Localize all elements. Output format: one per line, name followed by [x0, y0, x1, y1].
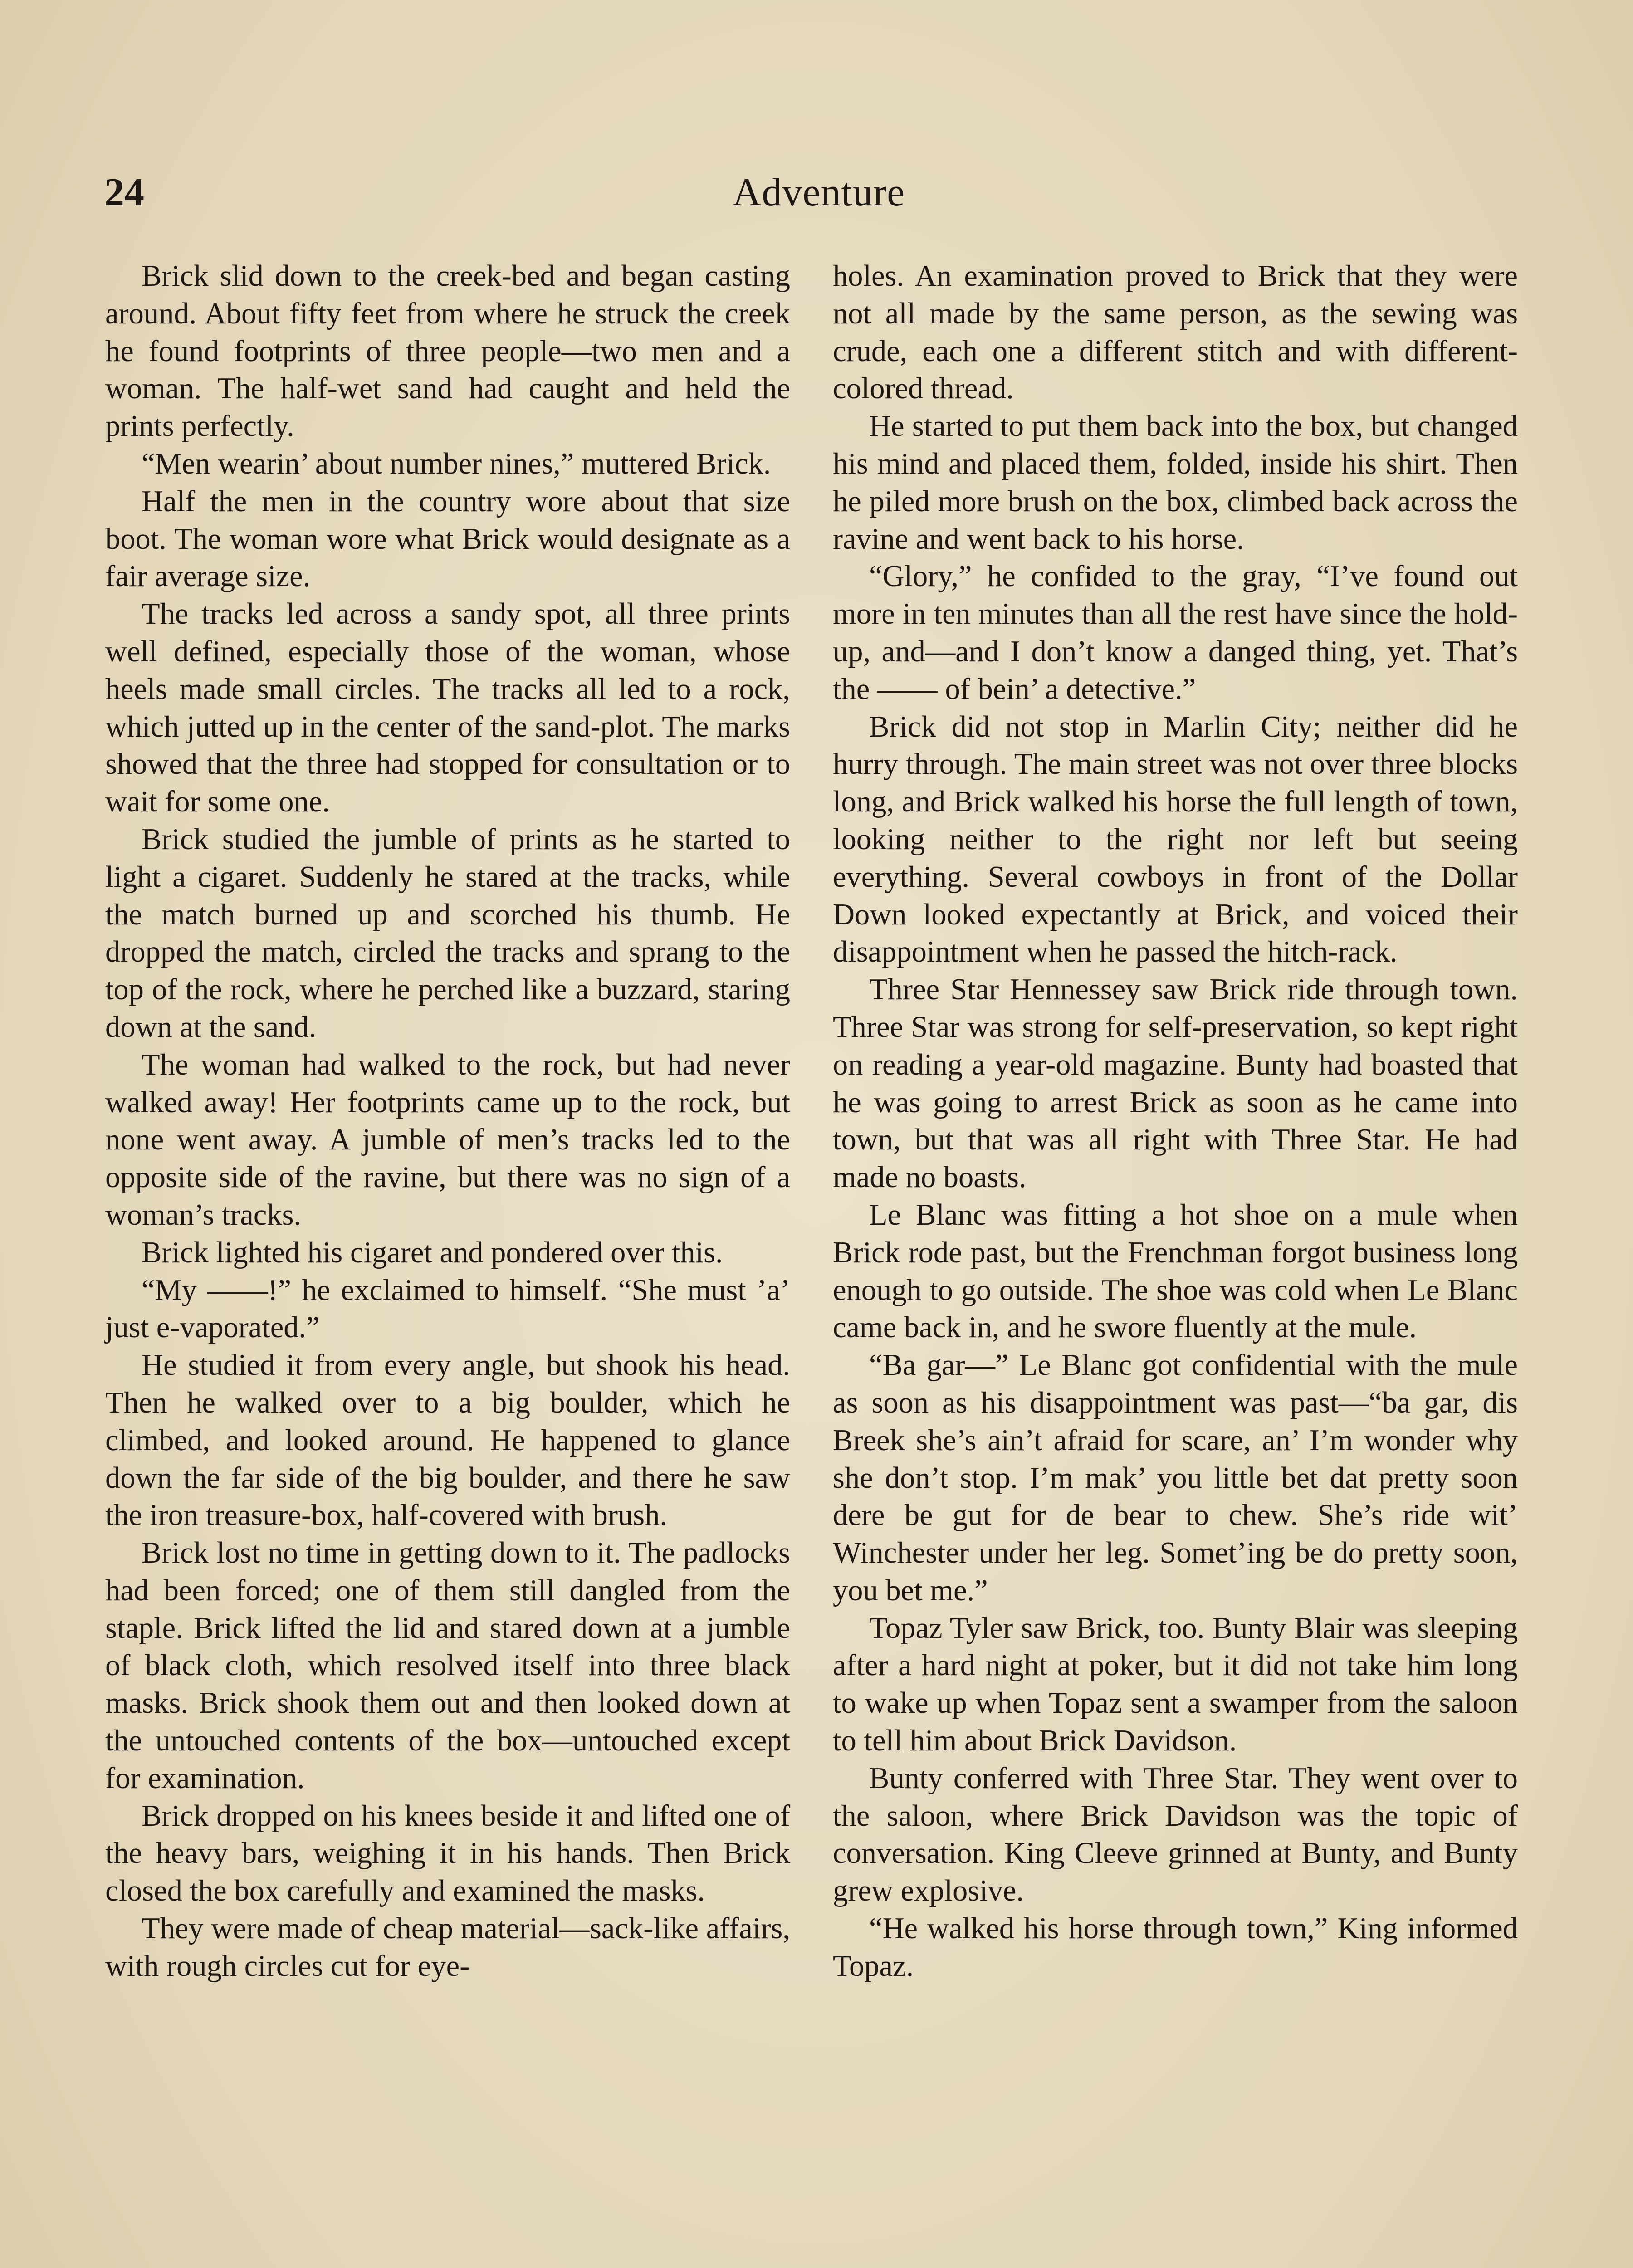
paragraph: Bunty conferred with Three Star. They went over to the saloon, where Brick Davidson was the topic of conversation. King Cleeve grinned at Bunty, and Bunty grew explosive.: [833, 1761, 1518, 1908]
paragraph: Topaz Tyler saw Brick, too. Bunty Blair was sleeping after a hard night at poker, but it did not take him long to wake up when Topaz sent a swamper from the saloon to tell him about Brick Davidson.: [833, 1611, 1518, 1758]
paragraph: Half the men in the country wore about that size boot. The woman wore what Brick would designate as a fair average size.: [105, 484, 790, 593]
paragraph: “Glory,” he confided to the gray, “I’ve found out more in ten minutes than all the rest have since the hold-up, and—and I don’t know a danged thing, yet. That’s the —— of bein’ a detective.”: [833, 560, 1518, 706]
right-column: [833, 258, 1518, 1985]
paragraph: Brick studied the jumble of prints as he started to light a cigaret. Suddenly he stared at the tracks, while the match burned up and scorched his thumb. He dropped the match, circled the tracks and sprang to the top of the rock, where he perched like a buzzard, staring down at the sand.: [105, 822, 790, 1044]
running-head: Adventure: [732, 171, 905, 215]
paragraph: “Ba gar—” Le Blanc got confidential with the mule as soon as his disappointment was past—“ba gar, dis Breek she’s ain’t afraid for scare, an’ I’m wonder why she don’t stop. I’m mak’ you little bet dat pretty soon dere be gut for de bear to chew. She’s ride wit’ Winchester under her leg. Somet’ing be do pretty soon, you bet me.”: [833, 1349, 1518, 1607]
paragraph: “He walked his horse through town,” King informed Topaz.: [833, 1912, 1518, 1983]
paragraph: Brick slid down to the creek-bed and began casting around. About fifty feet from where he struck the creek he found footprints of three people—two men and a woman. The half-wet sand had caught and held the prints perfectly.: [105, 259, 790, 443]
paragraph: They were made of cheap material—sack-like affairs, with rough circles cut for eye-: [105, 1912, 790, 1983]
left-column: [105, 258, 790, 1985]
paragraph: The tracks led across a sandy spot, all three prints well defined, especially those of the woman, whose heels made small circles. The tracks all led to a rock, which jutted up in the center of the sand-plot. The marks showed that the three had stopped for consultation or to wait for some one.: [105, 597, 790, 819]
page-number: 24: [104, 171, 144, 215]
paragraph: “Men wearin’ about number nines,” muttered Brick.: [142, 447, 771, 480]
paragraph: Brick did not stop in Marlin City; neither did he hurry through. The main street was not over three blocks long, and Brick walked his horse the full length of town, looking neither to the right nor left but seeing everything. Several cowboys in front of the Dollar Down looked expectantly at Brick, and voiced their disappointment when he passed the hitch-rack.: [833, 710, 1518, 969]
page-header: [104, 168, 1533, 218]
paragraph: He studied it from every angle, but shook his head. Then he walked over to a big boulder, which he climbed, and looked around. He happened to glance down the far side of the big boulder, and there he saw the iron treasure-box, half-covered with brush.: [105, 1349, 790, 1532]
paragraph-continued: holes. An examination proved to Brick that they were not all made by the same person, as the sewing was crude, each one a different stitch and with different-colored thread.: [833, 259, 1518, 406]
paragraph: Three Star Hennessey saw Brick ride through town. Three Star was strong for self-preservation, so kept right on reading a year-old magazine. Bunty had boasted that he was going to arrest Brick as soon as he came into town, but that was all right with Three Star. He had made no boasts.: [833, 973, 1518, 1194]
paragraph: The woman had walked to the rock, but had never walked away! Her footprints came up to the rock, but none went away. A jumble of men’s tracks led to the opposite side of the ravine, but there was no sign of a woman’s tracks.: [105, 1048, 790, 1232]
paragraph: He started to put them back into the box, but changed his mind and placed them, folded, inside his shirt. Then he piled more brush on the box, climbed back across the ravine and went back to his horse.: [833, 410, 1518, 556]
paragraph: “My ——!” he exclaimed to himself. “She must ’a’ just e-vaporated.”: [105, 1273, 790, 1344]
paragraph: Brick lost no time in getting down to it. The padlocks had been forced; one of them still dangled from the staple. Brick lifted the lid and stared down at a jumble of black cloth, which resolved itself into three black masks. Brick shook them out and then looked down at the untouched contents of the box—untouched except for examination.: [105, 1536, 790, 1795]
paragraph: Brick dropped on his knees beside it and lifted one of the heavy bars, weighing it in his hands. Then Brick closed the box carefully and examined the masks.: [105, 1799, 790, 1908]
paragraph: Le Blanc was fitting a hot shoe on a mule when Brick rode past, but the Frenchman forgot business long enough to go outside. The shoe was cold when Le Blanc came back in, and he swore fluently at the mule.: [833, 1198, 1518, 1344]
paragraph: Brick lighted his cigaret and pondered over this.: [142, 1236, 723, 1269]
